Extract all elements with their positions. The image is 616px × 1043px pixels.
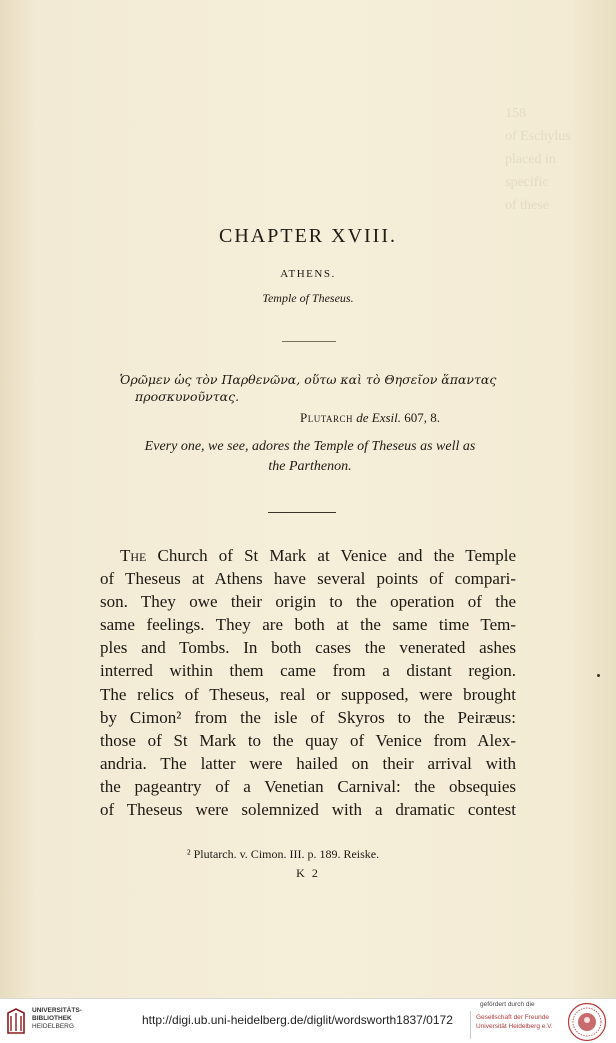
sponsor-name-line: Universität Heidelberg e.V.	[476, 1023, 553, 1030]
library-name-line: HEIDELBERG	[32, 1023, 74, 1030]
viewer-footer	[0, 998, 616, 1043]
bleed-through-text: 158 of Eschylus placed in specific of these	[505, 106, 571, 213]
chapter-title: CHAPTER XVIII.	[219, 225, 397, 247]
chapter-subtitle: Temple of Theseus.	[262, 291, 354, 305]
body-line: those of St Mark to the quay of Venice from Alex-	[100, 730, 516, 750]
citation-reference: 607, 8.	[404, 410, 441, 425]
section-divider	[282, 341, 336, 342]
epigraph-citation	[300, 410, 440, 426]
body-line: by Cimon² from the isle of Skyros to the Peiræus:	[100, 707, 516, 727]
sponsor-name	[476, 1013, 553, 1031]
sponsor-name-line: Gesellschaft der Freunde	[476, 1014, 549, 1021]
body-line: same feelings. They are both at the same time Tem-	[100, 615, 516, 635]
signature-mark: K 2	[296, 866, 320, 880]
university-library-logo-icon	[6, 1007, 26, 1035]
sponsor-label: gefördert durch die	[480, 1001, 535, 1008]
sponsor-divider	[470, 1011, 471, 1039]
body-line: of Theseus were solemnized with a dramatic contest	[100, 800, 516, 820]
library-name-line: UNIVERSITÄTS-	[32, 1007, 82, 1014]
section-divider	[268, 512, 336, 513]
body-line: the pageantry of a Venetian Carnival: the obsequies	[100, 776, 516, 796]
epigraph-greek-line2: προσκυνοῦντας.	[135, 389, 240, 404]
body-paragraph	[100, 544, 516, 821]
body-line: of Theseus at Athens have several points of compari-	[100, 569, 516, 589]
body-line: andria. The latter were hailed on their arrival with	[100, 753, 516, 773]
library-name	[32, 1007, 82, 1031]
epigraph-translation	[100, 437, 520, 477]
citation-work: de Exsil.	[356, 410, 402, 425]
epigraph-greek-line1: Ὁρῶμεν ὡς τὸν Παρθενῶνα, οὕτω καὶ τὸ Θησεῖον ἅπαντας	[119, 372, 497, 387]
margin-mark	[597, 674, 600, 677]
translation-line1: Every one, we see, adores the Temple of Theseus as well as	[144, 439, 476, 454]
citation-author: Plutarch	[300, 410, 354, 425]
body-line: The relics of Theseus, real or supposed, were brought	[100, 684, 516, 704]
translation-line2: the Parthenon.	[268, 459, 352, 474]
library-name-line: BIBLIOTHEK	[32, 1015, 72, 1022]
body-line: The Church of St Mark at Venice and the Temple	[100, 544, 516, 567]
opening-word: The	[120, 546, 147, 565]
body-line: interred within them came from a distant region.	[100, 661, 516, 681]
university-seal-icon	[567, 1002, 607, 1042]
chapter-subject: ATHENS.	[280, 268, 336, 280]
permalink-url[interactable]: http://digi.ub.uni-heidelberg.de/diglit/wordsworth1837/0172	[142, 1013, 453, 1027]
footnote: ² Plutarch. v. Cimon. III. p. 189. Reiske.	[187, 847, 380, 861]
body-line: son. They owe their origin to the operation of the	[100, 592, 516, 612]
body-line: ples and Tombs. In both cases the venerated ashes	[100, 638, 516, 658]
